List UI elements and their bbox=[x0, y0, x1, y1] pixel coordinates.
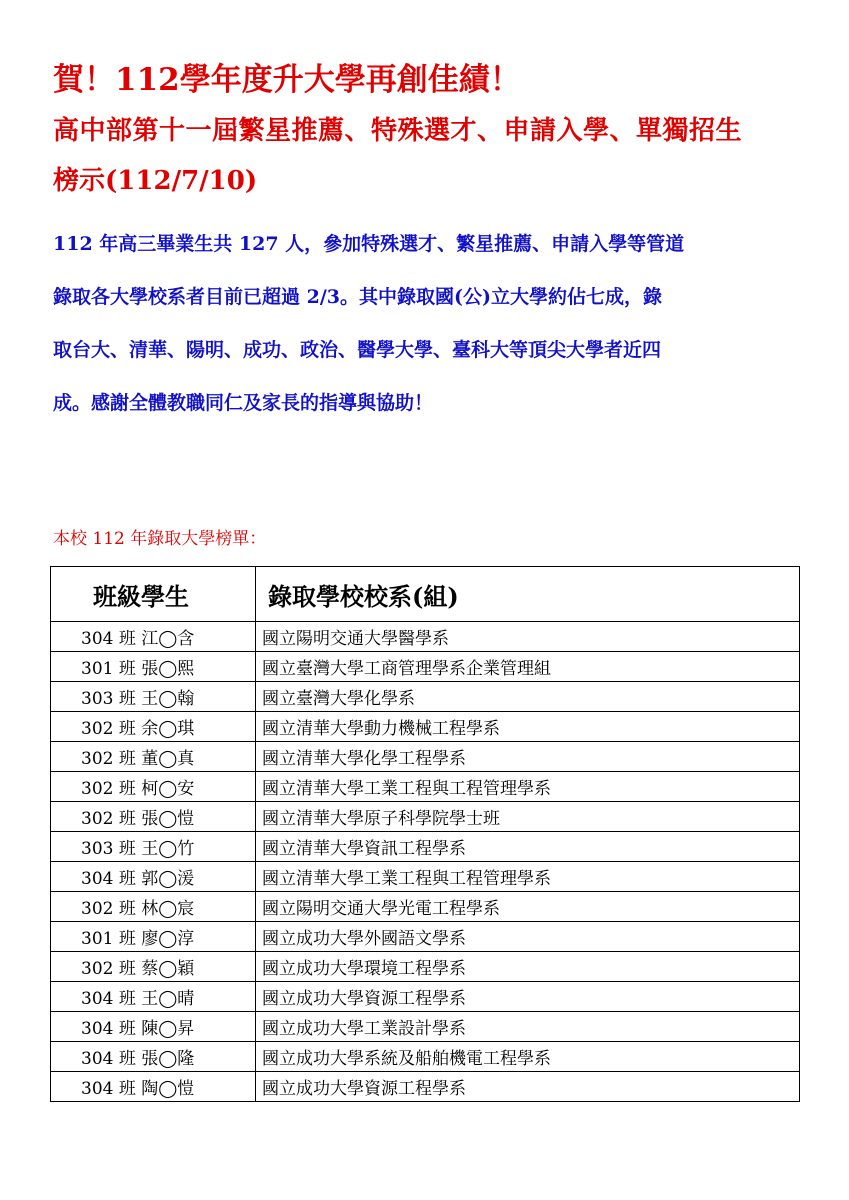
student-cell: 302 班 余◯琪 bbox=[51, 712, 256, 742]
table-row bbox=[51, 952, 800, 982]
student-cell: 304 班 王◯晴 bbox=[51, 982, 256, 1012]
table-row bbox=[51, 982, 800, 1012]
table-row bbox=[51, 832, 800, 862]
department-cell: 國立清華大學動力機械工程學系 bbox=[256, 712, 800, 742]
table-row bbox=[51, 802, 800, 832]
table-row bbox=[51, 892, 800, 922]
table-row bbox=[51, 682, 800, 712]
department-cell: 國立成功大學工業設計學系 bbox=[256, 1012, 800, 1042]
student-cell: 303 班 王◯翰 bbox=[51, 682, 256, 712]
department-cell: 國立成功大學外國語文學系 bbox=[256, 922, 800, 952]
department-cell: 國立清華大學原子科學院學士班 bbox=[256, 802, 800, 832]
table-row bbox=[51, 1072, 800, 1102]
table-row bbox=[51, 1042, 800, 1072]
table-row bbox=[51, 1012, 800, 1042]
department-cell: 國立成功大學資源工程學系 bbox=[256, 1072, 800, 1102]
department-cell: 國立成功大學系統及船舶機電工程學系 bbox=[256, 1042, 800, 1072]
student-cell: 304 班 張◯隆 bbox=[51, 1042, 256, 1072]
page-title: 賀！112學年度升大學再創佳績！ bbox=[53, 62, 521, 98]
department-cell: 國立成功大學資源工程學系 bbox=[256, 982, 800, 1012]
student-cell: 304 班 陳◯昇 bbox=[51, 1012, 256, 1042]
table-row bbox=[51, 622, 800, 652]
student-cell: 301 班 廖◯淳 bbox=[51, 922, 256, 952]
table-row bbox=[51, 772, 800, 802]
department-cell: 國立清華大學化學工程學系 bbox=[256, 742, 800, 772]
department-cell: 國立臺灣大學工商管理學系企業管理組 bbox=[256, 652, 800, 682]
table-row bbox=[51, 862, 800, 892]
page-subtitle: 高中部第十一屆繁星推薦、特殊選才、申請入學、單獨招生 bbox=[53, 116, 743, 146]
student-cell: 301 班 張◯熙 bbox=[51, 652, 256, 682]
column-header-student: 班級學生 bbox=[51, 567, 256, 622]
student-cell: 302 班 林◯宸 bbox=[51, 892, 256, 922]
intro-paragraph bbox=[53, 227, 813, 439]
column-header-department: 錄取學校校系(組) bbox=[256, 567, 800, 622]
department-cell: 國立臺灣大學化學系 bbox=[256, 682, 800, 712]
admission-table bbox=[50, 566, 800, 1102]
department-cell: 國立清華大學工業工程與工程管理學系 bbox=[256, 772, 800, 802]
student-cell: 302 班 張◯愷 bbox=[51, 802, 256, 832]
table-row bbox=[51, 652, 800, 682]
table-row bbox=[51, 742, 800, 772]
student-cell: 304 班 江◯含 bbox=[51, 622, 256, 652]
department-cell: 國立清華大學資訊工程學系 bbox=[256, 832, 800, 862]
department-cell: 國立清華大學工業工程與工程管理學系 bbox=[256, 862, 800, 892]
intro-line: 112 年高三畢業生共 127 人，參加特殊選才、繁星推薦、申請入學等管道 bbox=[53, 233, 685, 255]
table-row bbox=[51, 922, 800, 952]
student-cell: 302 班 柯◯安 bbox=[51, 772, 256, 802]
intro-line: 錄取各大學校系者目前已超過 2/3。其中錄取國(公)立大學約佔七成，錄 bbox=[53, 286, 662, 308]
intro-line: 取台大、清華、陽明、成功、政治、醫學大學、臺科大等頂尖大學者近四 bbox=[53, 339, 662, 361]
student-cell: 304 班 陶◯愷 bbox=[51, 1072, 256, 1102]
intro-line: 成。感謝全體教職同仁及家長的指導與協助！ bbox=[53, 392, 434, 414]
student-cell: 303 班 王◯竹 bbox=[51, 832, 256, 862]
student-cell: 302 班 蔡◯穎 bbox=[51, 952, 256, 982]
department-cell: 國立陽明交通大學光電工程學系 bbox=[256, 892, 800, 922]
student-cell: 302 班 董◯真 bbox=[51, 742, 256, 772]
list-caption: 本校 112 年錄取大學榜單： bbox=[53, 529, 267, 549]
table-row bbox=[51, 712, 800, 742]
student-cell: 304 班 郭◯湲 bbox=[51, 862, 256, 892]
announcement-date: 榜示(112/7/10) bbox=[53, 166, 258, 196]
table-header-row bbox=[51, 567, 800, 622]
department-cell: 國立成功大學環境工程學系 bbox=[256, 952, 800, 982]
department-cell: 國立陽明交通大學醫學系 bbox=[256, 622, 800, 652]
